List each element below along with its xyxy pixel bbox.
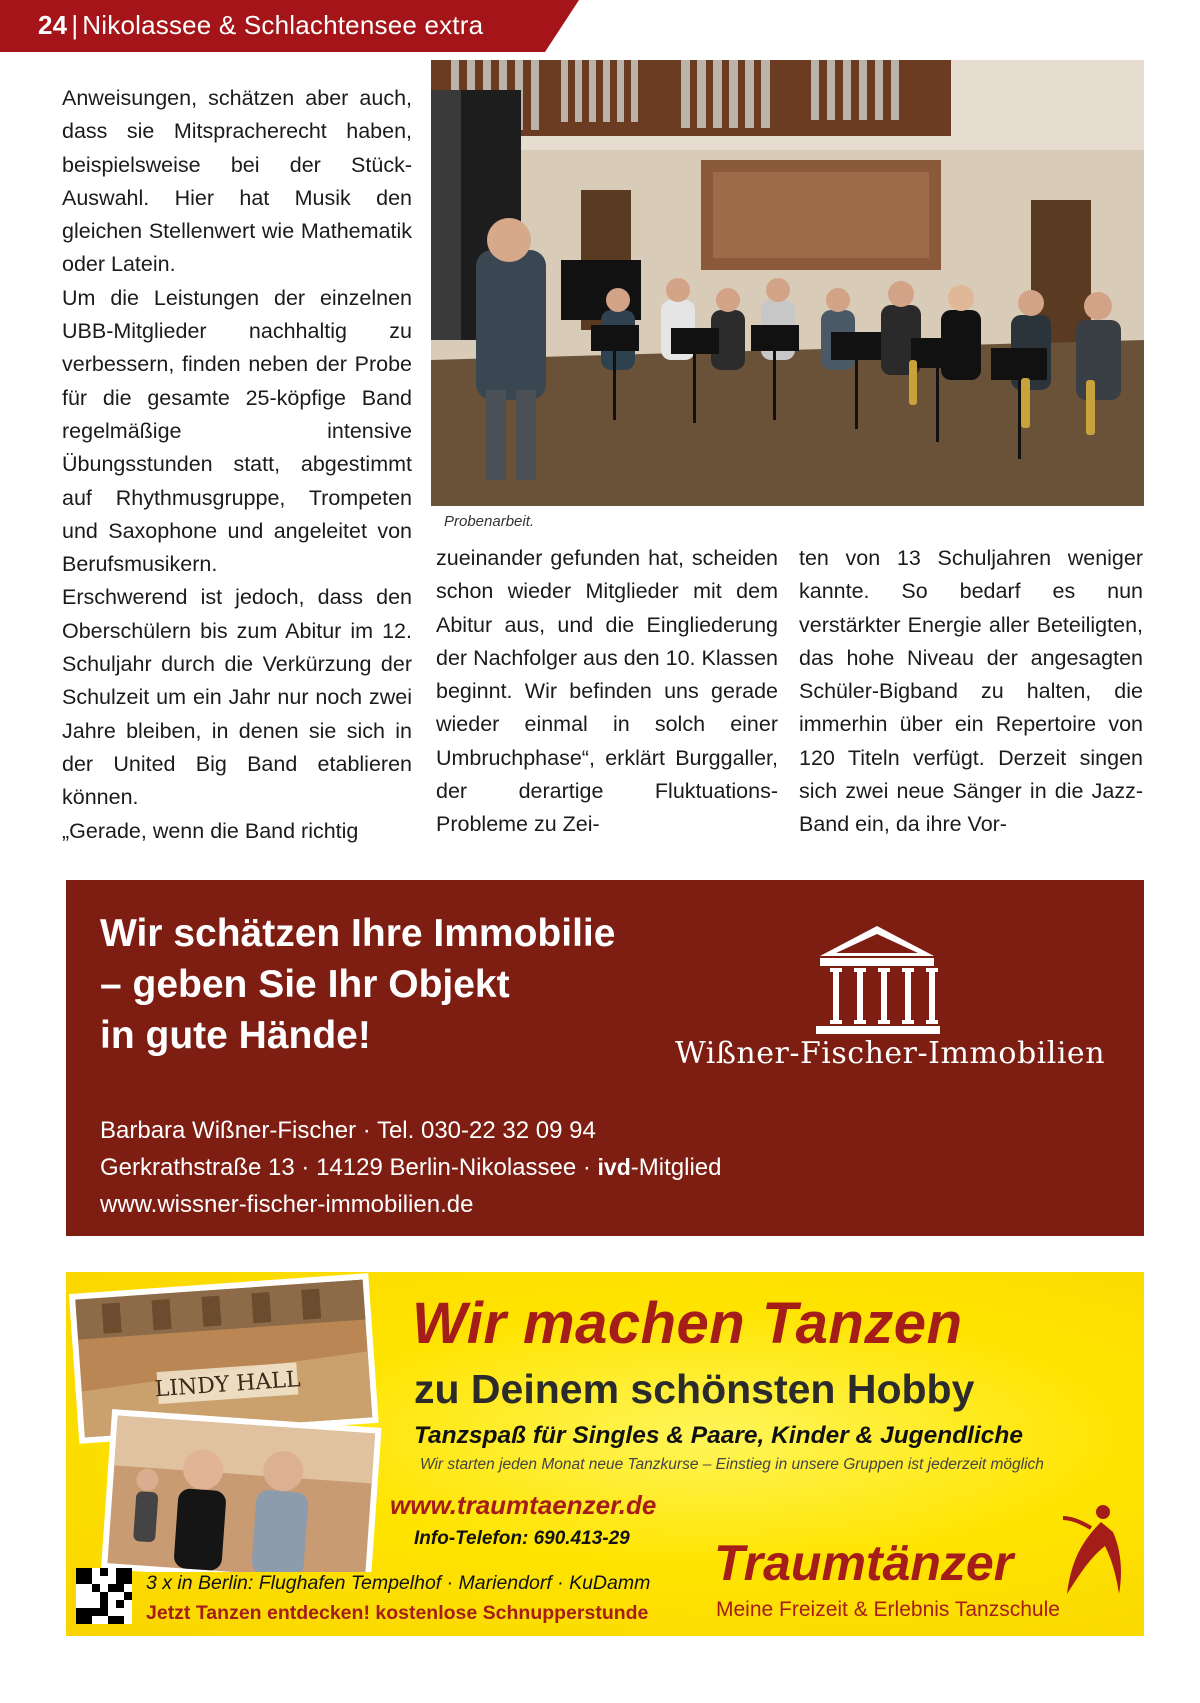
article-column-2 <box>436 542 778 842</box>
ballroom-photos <box>66 1272 406 1572</box>
article-column-3 <box>799 542 1143 842</box>
locations: 3 x in Berlin: Flughafen Tempelhof · Mariendorf · KuDamm <box>146 1572 651 1594</box>
paragraph: ten von 13 Schuljahren weniger kannte. So bedarf es nun verstärkter Energie aller Beteiligten, das hohe Niveau der angesagten Schüler-Bigband zu halten, die immerhin über ein Repertoire von 120 Titeln verfügt. Derzeit singen sich zwei neue Sänger in die Jazz-Band ein, da ihre Vor- <box>799 546 1143 837</box>
ad-title: Wir machen Tanzen <box>412 1291 963 1356</box>
paragraph: zueinander gefunden hat, scheiden schon wieder Mitglieder mit dem Abitur aus, und die Eingliederung der Nachfolger aus den 10. Klassen beginnt. Wir befinden uns gerade wieder einmal in solch einer Umbruchphase“, erklärt Burggaller, der derartige Fluktuations-Probleme zu Zei- <box>436 546 778 837</box>
info-phone: Info-Telefon: 690.413-29 <box>414 1528 630 1549</box>
brand-name: Wißner-Fischer-Immobilien <box>674 1036 1106 1071</box>
ad-subtitle: zu Deinem schönsten Hobby <box>414 1366 975 1412</box>
ad-tagline: Tanzspaß für Singles & Paare, Kinder & Jugendliche <box>414 1422 1024 1449</box>
contact-address-line <box>100 1149 721 1186</box>
contact-block <box>100 1112 721 1223</box>
call-to-action: Jetzt Tanzen entdecken! kostenlose Schnupperstunde <box>146 1602 649 1624</box>
ad-note: Wir starten jeden Monat neue Tanzkurse – Einstieg in unsere Gruppen ist jederzeit möglich <box>420 1456 1044 1473</box>
paragraph: Erschwerend ist jedoch, dass den Oberschülern bis zum Abitur im 12. Schuljahr durch die Verkürzung der Schulzeit um ein Jahr nur noch zwei Jahre bleiben, in denen sie sich in der United Big Band etablieren können. <box>62 585 412 810</box>
header-separator: | <box>71 10 79 40</box>
contact-phone-line: Barbara Wißner-Fischer · Tel. 030-22 32 09 94 <box>100 1117 596 1144</box>
photo-caption: Probenarbeit. <box>444 513 535 530</box>
membership: -Mitglied <box>630 1154 722 1181</box>
website-link[interactable]: www.traumtaenzer.de <box>390 1490 657 1520</box>
address: Gerkrathstraße 13 · 14129 Berlin-Nikolassee · <box>100 1154 598 1181</box>
header-text <box>38 10 483 41</box>
page-number: 24 <box>38 10 68 40</box>
ivd-logo: ivd <box>597 1154 631 1180</box>
ad-slogan: Meine Freizeit & Erlebnis Tanzschule <box>716 1598 1060 1621</box>
real-estate-ad <box>66 880 1144 1236</box>
band-rehearsal-photo <box>431 60 1144 506</box>
paragraph: Anweisungen, schätzen aber auch, dass sie Mitspracherecht haben, beispielsweise bei der Stück-Auswahl. Hier hat Musik den gleichen Stellenwert wie Mathematik oder Latein. <box>62 86 412 277</box>
website-link[interactable]: www.wissner-fischer-immobilien.de <box>100 1191 474 1218</box>
ad-headline <box>100 908 700 1061</box>
dance-school-ad <box>66 1272 1144 1636</box>
headline-line: in gute Hände! <box>100 1014 371 1057</box>
page-header <box>0 0 545 52</box>
article-column-1 <box>62 82 412 848</box>
section-title: Nikolassee & Schlachtensee extra <box>82 10 484 40</box>
headline-line: Wir schätzen Ihre Immobilie <box>100 912 616 955</box>
lindy-hall-sign: LINDY HALL <box>153 1367 302 1403</box>
dancer-icon <box>1061 1502 1131 1598</box>
headline-line: – geben Sie Ihr Objekt <box>100 963 510 1006</box>
temple-logo-icon <box>812 920 942 1040</box>
paragraph: Um die Leistungen der einzelnen UBB-Mitglieder nachhaltig zu verbessern, finden neben der Probe für die gesamte 25-köpfige Band regelmäßige intensive Übungsstunden statt, abgestimmt auf Rhythmusgruppe, Trompeten und Saxophone und angeleitet von Berufsmusikern. <box>62 285 412 577</box>
paragraph: „Gerade, wenn die Band richtig <box>62 818 359 843</box>
qr-code-icon <box>76 1568 132 1624</box>
brand-name: Traumtänzer <box>714 1535 1014 1591</box>
